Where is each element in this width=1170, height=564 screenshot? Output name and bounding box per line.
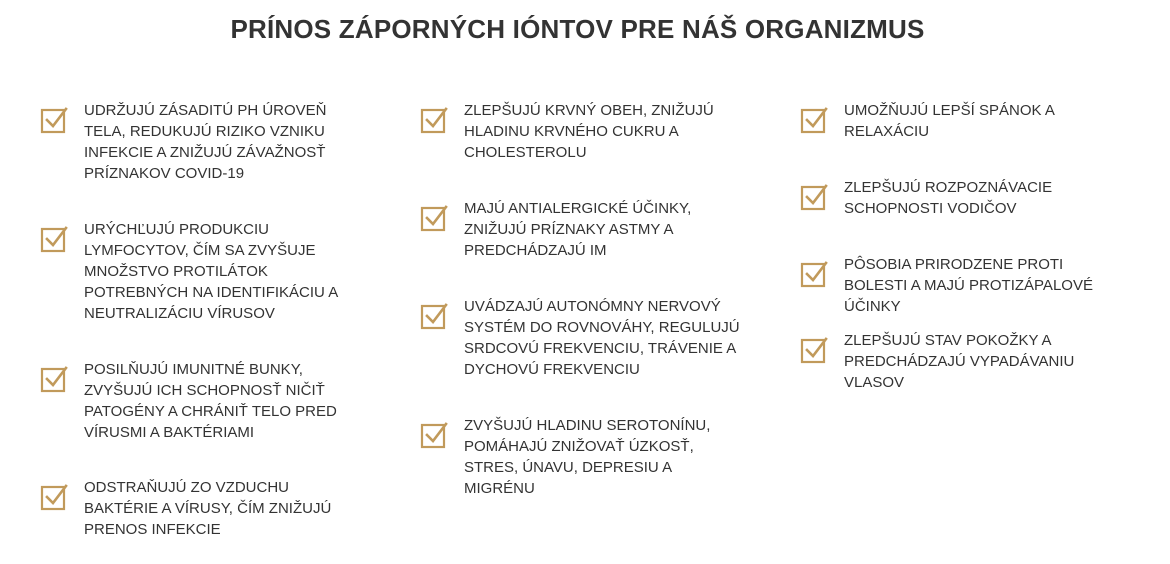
checkbox-check-icon bbox=[420, 421, 448, 449]
benefit-item bbox=[40, 477, 364, 540]
benefit-item bbox=[800, 100, 1124, 142]
benefit-item bbox=[800, 177, 1124, 219]
checkbox-check-icon bbox=[420, 106, 448, 134]
benefit-text: ZLEPŠUJÚ STAV POKOŽKY A PREDCHÁDZAJÚ VYPADÁVANIU VLASOV bbox=[844, 332, 1075, 391]
benefit-text: PÔSOBIA PRIRODZENE PROTI BOLESTI A MAJÚ PROTIZÁPALOVÉ ÚČINKY bbox=[844, 256, 1093, 315]
checkbox-check-icon bbox=[40, 106, 68, 134]
benefit-text: ZLEPŠUJÚ ROZPOZNÁVACIE SCHOPNOSTI VODIČOV bbox=[844, 179, 1053, 217]
benefit-text: ZVYŠUJÚ HLADINU SEROTONÍNU, POMÁHAJÚ ZNIŽOVAŤ ÚZKOSŤ, STRES, ÚNAVU, DEPRESIU A MIGRÉNU bbox=[464, 417, 711, 497]
benefit-text: POSILŇUJÚ IMUNITNÉ BUNKY, ZVYŠUJÚ ICH SCHOPNOSŤ NIČIŤ PATOGÉNY A CHRÁNIŤ TELO PRED VÍRUSMI A BAKTÉRIAMI bbox=[84, 361, 337, 441]
checkbox-check-icon bbox=[40, 365, 68, 393]
benefit-item bbox=[420, 296, 744, 380]
benefit-item bbox=[800, 330, 1124, 393]
checkbox-check-icon bbox=[40, 225, 68, 253]
checkbox-check-icon bbox=[420, 204, 448, 232]
benefit-text: MAJÚ ANTIALERGICKÉ ÚČINKY, ZNIŽUJÚ PRÍZNAKY ASTMY A PREDCHÁDZAJÚ IM bbox=[464, 200, 692, 259]
checkbox-check-icon bbox=[40, 483, 68, 511]
checkbox-check-icon bbox=[800, 336, 828, 364]
benefit-text: URÝCHĽUJÚ PRODUKCIU LYMFOCYTOV, ČÍM SA ZVYŠUJE MNOŽSTVO PROTILÁTOK POTREBNÝCH NA IDENTIFIKÁCIU A NEUTRALIZÁCIU VÍRUSOV bbox=[84, 221, 338, 322]
benefit-text: ZLEPŠUJÚ KRVNÝ OBEH, ZNIŽUJÚ HLADINU KRVNÉHO CUKRU A CHOLESTEROLU bbox=[464, 102, 714, 161]
benefit-item bbox=[420, 198, 744, 261]
benefit-text: UMOŽŇUJÚ LEPŠÍ SPÁNOK A RELAXÁCIU bbox=[844, 102, 1055, 140]
checkbox-check-icon bbox=[800, 260, 828, 288]
checkbox-check-icon bbox=[800, 106, 828, 134]
benefit-text: ODSTRAŇUJÚ ZO VZDUCHU BAKTÉRIE A VÍRUSY, ČÍM ZNIŽUJÚ PRENOS INFEKCIE bbox=[84, 479, 332, 538]
benefit-item bbox=[40, 359, 364, 443]
page-title: PRÍNOS ZÁPORNÝCH IÓNTOV PRE NÁŠ ORGANIZMUS bbox=[230, 14, 925, 44]
benefit-item bbox=[40, 219, 364, 324]
checkbox-check-icon bbox=[800, 183, 828, 211]
benefit-item bbox=[420, 415, 744, 499]
checkbox-check-icon bbox=[420, 302, 448, 330]
benefit-item bbox=[40, 100, 364, 184]
benefit-text: UDRŽUJÚ ZÁSADITÚ PH ÚROVEŇ TELA, REDUKUJÚ RIZIKO VZNIKU INFEKCIE A ZNIŽUJÚ ZÁVAŽNOSŤ PRÍZNAKOV COVID-19 bbox=[84, 102, 327, 182]
benefit-item bbox=[420, 100, 744, 163]
benefit-item bbox=[800, 254, 1124, 317]
benefit-text: UVÁDZAJÚ AUTONÓMNY NERVOVÝ SYSTÉM DO ROVNOVÁHY, REGULUJÚ SRDCOVÚ FREKVENCIU, TRÁVENIE A DYCHOVÚ FREKVENCIU bbox=[464, 298, 740, 378]
